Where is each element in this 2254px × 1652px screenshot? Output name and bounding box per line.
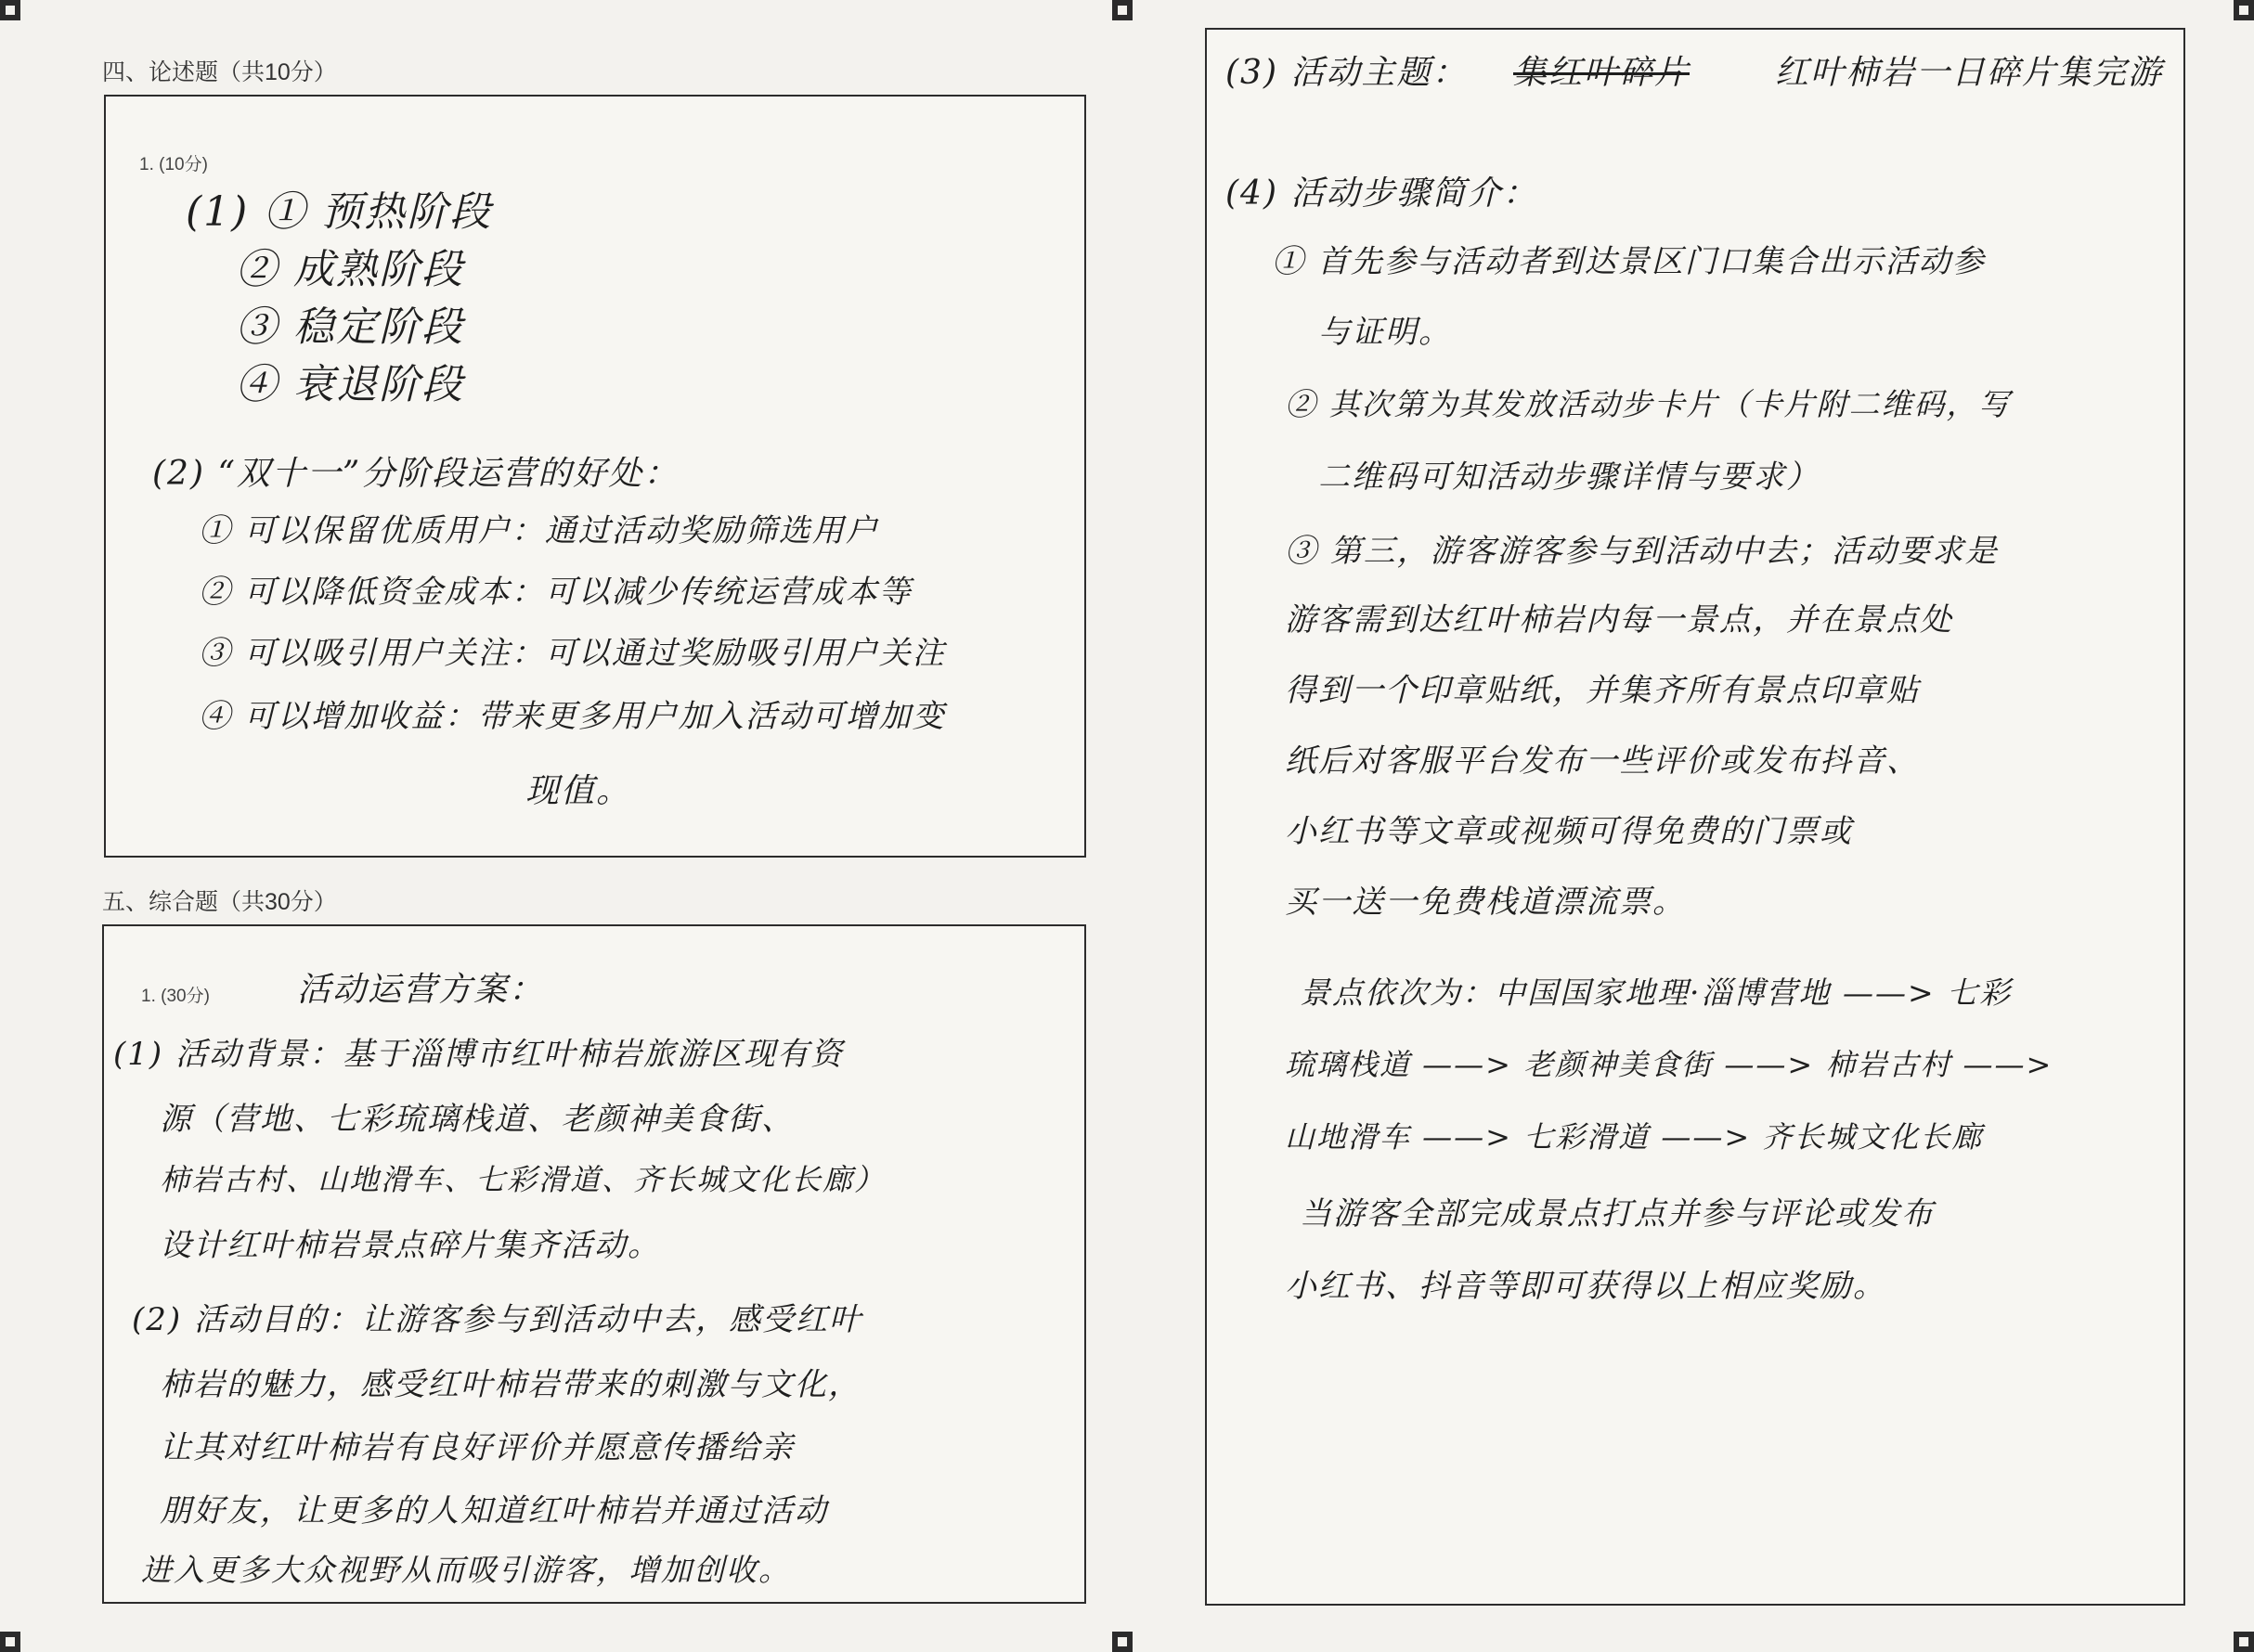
topic-final: 红叶柿岩一日碎片集完游 xyxy=(1775,54,2164,92)
answer-line: 小红书、抖音等即可获得以上相应奖励。 xyxy=(1285,1268,1886,1305)
answer-line: (1) ① 预热阶段 xyxy=(186,188,493,236)
answer-line: ② 可以降低资金成本：可以减少传统运营成本等 xyxy=(199,574,913,611)
answer-heading: 活动运营方案： xyxy=(297,971,545,1009)
answer-line: 景点依次为：中国国家地理·淄博营地 ——> 七彩 xyxy=(1300,974,2013,1011)
answer-line: 现值。 xyxy=(525,772,632,810)
answer-line: ③ 第三，游客游客参与到活动中去；活动要求是 xyxy=(1285,533,1999,570)
answer-line: 与证明。 xyxy=(1318,314,1452,351)
section4-title: 四、论述题（共10分） xyxy=(102,59,337,85)
registration-mark-top-left xyxy=(0,0,20,20)
answer-line: 源（营地、七彩琉璃栈道、老颜神美食街、 xyxy=(160,1101,795,1138)
answer-line: ④ 可以增加收益：带来更多用户加入活动可增加变 xyxy=(199,698,946,735)
answer-line: 柿岩古村、山地滑车、七彩滑道、齐长城文化长廊） xyxy=(160,1162,887,1197)
answer-line: 进入更多大众视野从而吸引游客，增加创收。 xyxy=(141,1552,791,1588)
answer-line: 小红书等文章或视频可得免费的门票或 xyxy=(1285,813,1853,850)
answer-line: 设计红叶柿岩景点碎片集齐活动。 xyxy=(160,1227,661,1264)
section5-title: 五、综合题（共30分） xyxy=(102,889,337,915)
answer-line: 游客需到达红叶柿岩内每一景点，并在景点处 xyxy=(1285,601,1953,639)
answer-line: (2) “双十一”分阶段运营的好处： xyxy=(152,455,680,493)
answer-line: 当游客全部完成景点打点并参与评论或发布 xyxy=(1300,1195,1935,1233)
registration-mark-top-right xyxy=(2234,0,2254,20)
continuation-answer-box xyxy=(1205,28,2185,1606)
registration-mark-bottom-right xyxy=(2234,1632,2254,1652)
registration-mark-top-middle xyxy=(1112,0,1133,20)
answer-line: ① 可以保留优质用户：通过活动奖励筛选用户 xyxy=(199,512,879,549)
section4-answer-box xyxy=(104,95,1086,858)
answer-line: 琉璃栈道 ——> 老颜神美食街 ——> 柿岩古村 ——> xyxy=(1285,1047,2053,1082)
answer-line: (1) 活动背景：基于淄博市红叶柿岩旅游区现有资 xyxy=(113,1036,844,1073)
registration-mark-bottom-middle xyxy=(1112,1632,1133,1652)
section5-question-number: 1. (30分) xyxy=(141,987,210,1006)
topic-prefix: (3) 活动主题： xyxy=(1225,54,1468,92)
answer-line: 柿岩的魅力，感受红叶柿岩带来的刺激与文化， xyxy=(160,1366,861,1403)
section4-question-number: 1. (10分) xyxy=(139,155,208,174)
answer-line: 朋好友，让更多的人知道红叶柿岩并通过活动 xyxy=(160,1492,828,1529)
answer-line: 二维码可知活动步骤详情与要求） xyxy=(1318,458,1820,496)
answer-line: 山地滑车 ——> 七彩滑道 ——> 齐长城文化长廊 xyxy=(1285,1119,1984,1155)
answer-line: 买一送一免费栈道漂流票。 xyxy=(1285,884,1686,921)
answer-line: 让其对红叶柿岩有良好评价并愿意传播给亲 xyxy=(160,1429,795,1466)
answer-line: ① 首先参与活动者到达景区门口集合出示活动参 xyxy=(1272,243,1986,280)
answer-line: ② 成熟阶段 xyxy=(236,246,464,293)
answer-line: (2) 活动目的：让游客参与到活动中去，感受红叶 xyxy=(132,1301,862,1338)
answer-line: 纸后对客服平台发布一些评价或发布抖音、 xyxy=(1285,742,1920,780)
answer-line: ③ 可以吸引用户关注：可以通过奖励吸引用户关注 xyxy=(199,635,946,672)
answer-line: 得到一个印章贴纸，并集齐所有景点印章贴 xyxy=(1285,672,1920,709)
steps-heading: (4) 活动步骤简介： xyxy=(1225,174,1538,213)
answer-line: ③ 稳定阶段 xyxy=(236,303,464,351)
section5-answer-box xyxy=(102,924,1086,1604)
answer-line: ④ 衰退阶段 xyxy=(236,361,464,408)
topic-struck-text: 集红叶碎片 xyxy=(1513,54,1690,92)
registration-mark-bottom-left xyxy=(0,1632,20,1652)
answer-line: ② 其次第为其发放活动步卡片（卡片附二维码，写 xyxy=(1285,386,2012,422)
